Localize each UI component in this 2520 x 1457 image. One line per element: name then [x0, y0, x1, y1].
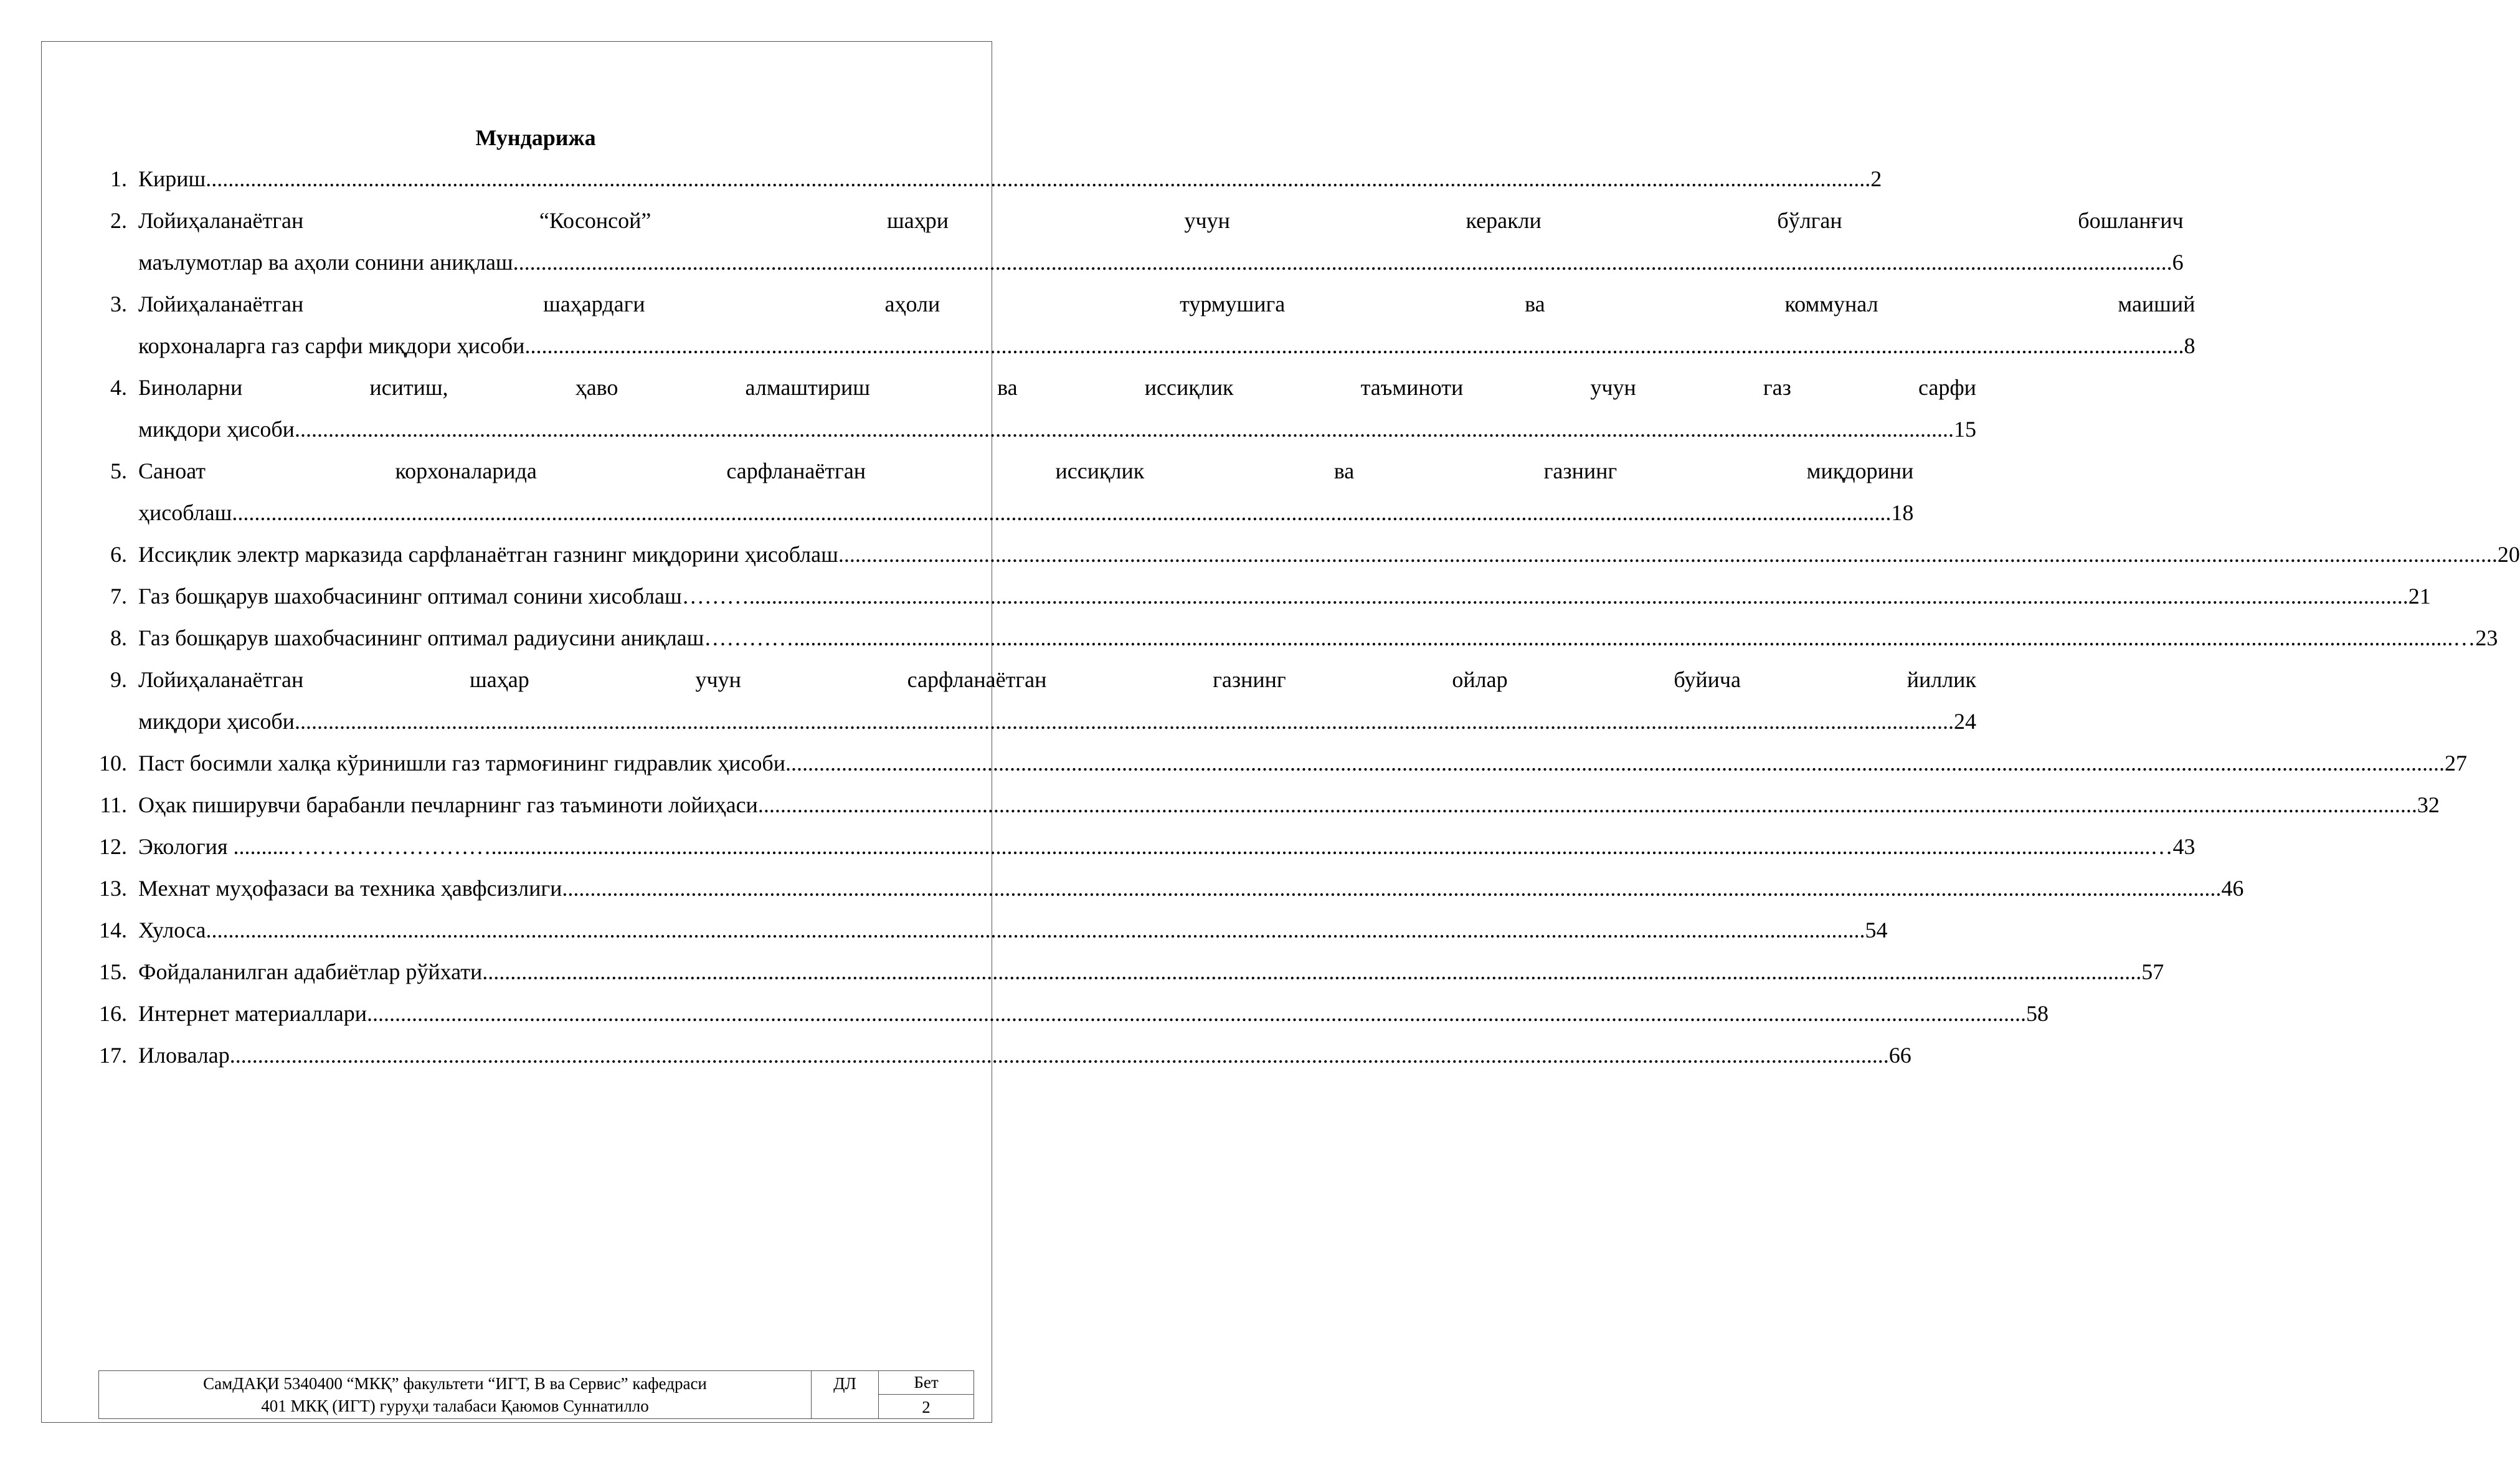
toc-entry-line: Биноларни иситиш, ҳаво алмаштириш ва иссиқлик таъминоти учун газ сарфи — [138, 375, 1976, 400]
toc-entry-text — [138, 1035, 1911, 1076]
toc-entry-text — [138, 993, 2049, 1035]
toc-entry-leader-line — [138, 534, 2520, 576]
toc-entry-text — [138, 576, 2431, 617]
toc-entry-leader-line — [138, 325, 2195, 367]
toc-entry-leader-line — [138, 909, 1888, 951]
toc-entry-title: ҳисоблаш — [138, 500, 232, 525]
toc-entry-text — [138, 951, 2164, 993]
toc-page-number: …43 — [2150, 834, 2196, 859]
toc-entry-title: Хулоса — [138, 918, 206, 942]
toc-dot-leader — [562, 868, 2221, 909]
toc-entry-title: Иловалар — [138, 1043, 230, 1068]
toc-page-number: …23 — [2453, 625, 2498, 650]
toc-dot-leader — [295, 409, 1954, 450]
toc-entry-text — [138, 909, 1888, 951]
toc-entry-number: 8. — [110, 625, 127, 650]
toc-dot-leader — [793, 617, 2453, 659]
toc-entry — [87, 659, 1976, 743]
toc-entry-text — [138, 617, 2498, 659]
toc-page-number: 2 — [1870, 166, 1882, 191]
toc-entry-leader-line — [138, 158, 1882, 200]
toc-entry-text — [138, 534, 2520, 576]
stamp-line-2: 401 МКҚ (ИГТ) гуруҳи талабаси Қаюмов Суннатилло — [261, 1397, 649, 1415]
toc-entry-number: 5. — [110, 458, 127, 483]
toc-dot-leader — [295, 701, 1954, 743]
toc-page-number: 24 — [1953, 709, 1976, 734]
toc-entry-title: Экология ..........……………………… — [138, 834, 491, 859]
toc-entry-leader-line — [138, 868, 2243, 909]
toc-page-number: 15 — [1953, 417, 1976, 442]
toc-entry-number: 7. — [110, 584, 127, 609]
toc-entry-leader-line — [138, 492, 1913, 534]
toc-entry — [87, 158, 1882, 200]
stamp-dl-cell: ДЛ — [812, 1371, 879, 1418]
toc-entry-number: 15. — [99, 959, 127, 984]
toc-dot-leader — [232, 492, 1891, 534]
toc-page-number: 21 — [2408, 584, 2431, 609]
table-of-contents — [87, 158, 2520, 1076]
stamp-bet-label: Бет — [879, 1371, 973, 1395]
toc-entry — [87, 367, 1976, 450]
toc-entry — [87, 450, 1914, 534]
toc-entry-line: Саноат корхоналарида сарфланаётган иссиқлик ва газнинг миқдорини — [138, 458, 1914, 483]
toc-entry-leader-line — [138, 409, 1976, 450]
toc-entry-title: Мехнат муҳофазаси ва техника ҳавфсизлиги — [138, 876, 562, 901]
toc-page-number: 58 — [2025, 1001, 2049, 1026]
toc-entry-title: Иссиқлик электр марказида сарфланаётган газнинг миқдорини ҳисоблаш — [138, 542, 838, 567]
stamp-page-number: 2 — [922, 1398, 931, 1417]
toc-page-number: 32 — [2417, 792, 2440, 817]
toc-entry-number: 12. — [99, 834, 127, 859]
toc-entry-text — [138, 743, 2467, 784]
toc-entry-text — [138, 450, 1913, 534]
document-title: Мундарижа — [475, 125, 596, 150]
toc-entry — [87, 576, 2431, 617]
toc-entry — [87, 1035, 1911, 1076]
toc-entry-number: 3. — [110, 292, 127, 316]
toc-entry-number: 14. — [99, 918, 127, 942]
toc-entry-leader-line — [138, 242, 2184, 283]
toc-page-number: 46 — [2221, 876, 2244, 901]
toc-entry-line: Лойиҳаланаётган шаҳардаги аҳоли турмушига ва коммунал маиший — [138, 292, 2196, 316]
toc-entry-title: Кириш. — [138, 166, 212, 191]
toc-entry-leader-line — [138, 1035, 1911, 1076]
toc-entry-number: 2. — [110, 208, 127, 233]
toc-dot-leader — [482, 951, 2141, 993]
toc-page-number: 54 — [1865, 918, 1888, 942]
stamp-description — [99, 1371, 812, 1418]
toc-entry-text — [138, 659, 1976, 743]
toc-entry-number: 4. — [110, 375, 127, 400]
toc-entry-title: миқдори ҳисоби — [138, 709, 295, 734]
toc-dot-leader — [230, 1035, 1889, 1076]
toc-dot-leader — [524, 325, 2184, 367]
toc-entry-number: 11. — [100, 792, 127, 817]
toc-entry — [87, 951, 2164, 993]
toc-entry-title: миқдори ҳисоби — [138, 417, 295, 442]
toc-entry-leader-line — [138, 617, 2498, 659]
toc-entry-leader-line — [138, 826, 2196, 868]
toc-dot-leader — [206, 909, 1865, 951]
toc-page-number: 18 — [1891, 500, 1914, 525]
toc-dot-leader — [838, 534, 2498, 576]
toc-page-number: 8 — [2184, 333, 2196, 358]
toc-entry — [87, 784, 2440, 826]
toc-entry-number: 13. — [99, 876, 127, 901]
toc-entry — [87, 868, 2244, 909]
toc-entry-text — [138, 784, 2440, 826]
toc-page-number: 66 — [1888, 1043, 1911, 1068]
toc-entry-title: маълумотлар ва аҳоли сонини аниқлаш — [138, 250, 513, 275]
toc-page-number: 27 — [2445, 751, 2467, 776]
toc-entry-title: Паст босимли халқа кўринишли газ тармоғининг гидравлик ҳисоби — [138, 751, 785, 776]
toc-dot-leader — [758, 784, 2417, 826]
toc-entry-title: Интернет материаллари — [138, 1001, 367, 1026]
toc-dot-leader — [491, 826, 2151, 868]
toc-entry — [87, 200, 2184, 283]
toc-page-number: 20 — [2497, 542, 2520, 567]
toc-entry-text — [138, 200, 2184, 283]
toc-entry-title: Газ бошқарув шахобчасининг оптимал сонини хисоблаш……… — [138, 584, 749, 609]
toc-dot-leader — [211, 158, 1870, 200]
toc-entry-text — [138, 868, 2243, 909]
toc-entry-leader-line — [138, 701, 1976, 743]
toc-entry-line: Лойиҳаланаётган “Косонсой” шаҳри учун керакли бўлган бошланғич — [138, 208, 2184, 233]
toc-entry-leader-line — [138, 993, 2049, 1035]
toc-entry-text — [138, 367, 1976, 450]
toc-entry-text — [138, 826, 2196, 868]
stamp-line-1: СамДАҚИ 5340400 “МКҚ” факультети “ИГТ, В ва Сервис” кафедраси — [203, 1374, 707, 1393]
toc-dot-leader — [367, 993, 2026, 1035]
toc-entry — [87, 534, 2520, 576]
toc-entry-number: 9. — [110, 667, 127, 692]
toc-entry-leader-line — [138, 743, 2467, 784]
toc-entry — [87, 283, 2196, 367]
title-block-stamp — [98, 1370, 974, 1419]
toc-entry — [87, 826, 2196, 868]
toc-entry-line: Лойиҳаланаётган шаҳар учун сарфланаётган газнинг ойлар буйича йиллик — [138, 667, 1976, 692]
toc-dot-leader — [785, 743, 2445, 784]
toc-entry — [87, 993, 2049, 1035]
toc-page-number: 6 — [2172, 250, 2184, 275]
toc-entry — [87, 909, 1888, 951]
toc-entry — [87, 617, 2498, 659]
toc-dot-leader — [513, 242, 2172, 283]
toc-entry-title: Оҳак пиширувчи барабанли печларнинг газ таъминоти лойиҳаси — [138, 792, 758, 817]
toc-entry-number: 1. — [110, 166, 127, 191]
toc-entry-number: 6. — [110, 542, 127, 567]
toc-page-number: 57 — [2141, 959, 2164, 984]
toc-entry-leader-line — [138, 576, 2431, 617]
toc-entry-title: Фойдаланилган адабиётлар рўйхати — [138, 959, 483, 984]
toc-dot-leader — [749, 576, 2409, 617]
toc-entry-leader-line — [138, 951, 2164, 993]
toc-entry-leader-line — [138, 784, 2440, 826]
toc-entry-text — [138, 158, 1882, 200]
toc-entry-number: 10. — [99, 751, 127, 776]
toc-entry-number: 16. — [99, 1001, 127, 1026]
toc-entry — [87, 743, 2467, 784]
toc-entry-title: корхоналарга газ сарфи миқдори ҳисоби — [138, 333, 525, 358]
toc-entry-title: Газ бошқарув шахобчасининг оптимал радиусини аниқлаш………… — [138, 625, 794, 650]
toc-entry-text — [138, 283, 2195, 367]
toc-entry-number: 17. — [99, 1043, 127, 1068]
